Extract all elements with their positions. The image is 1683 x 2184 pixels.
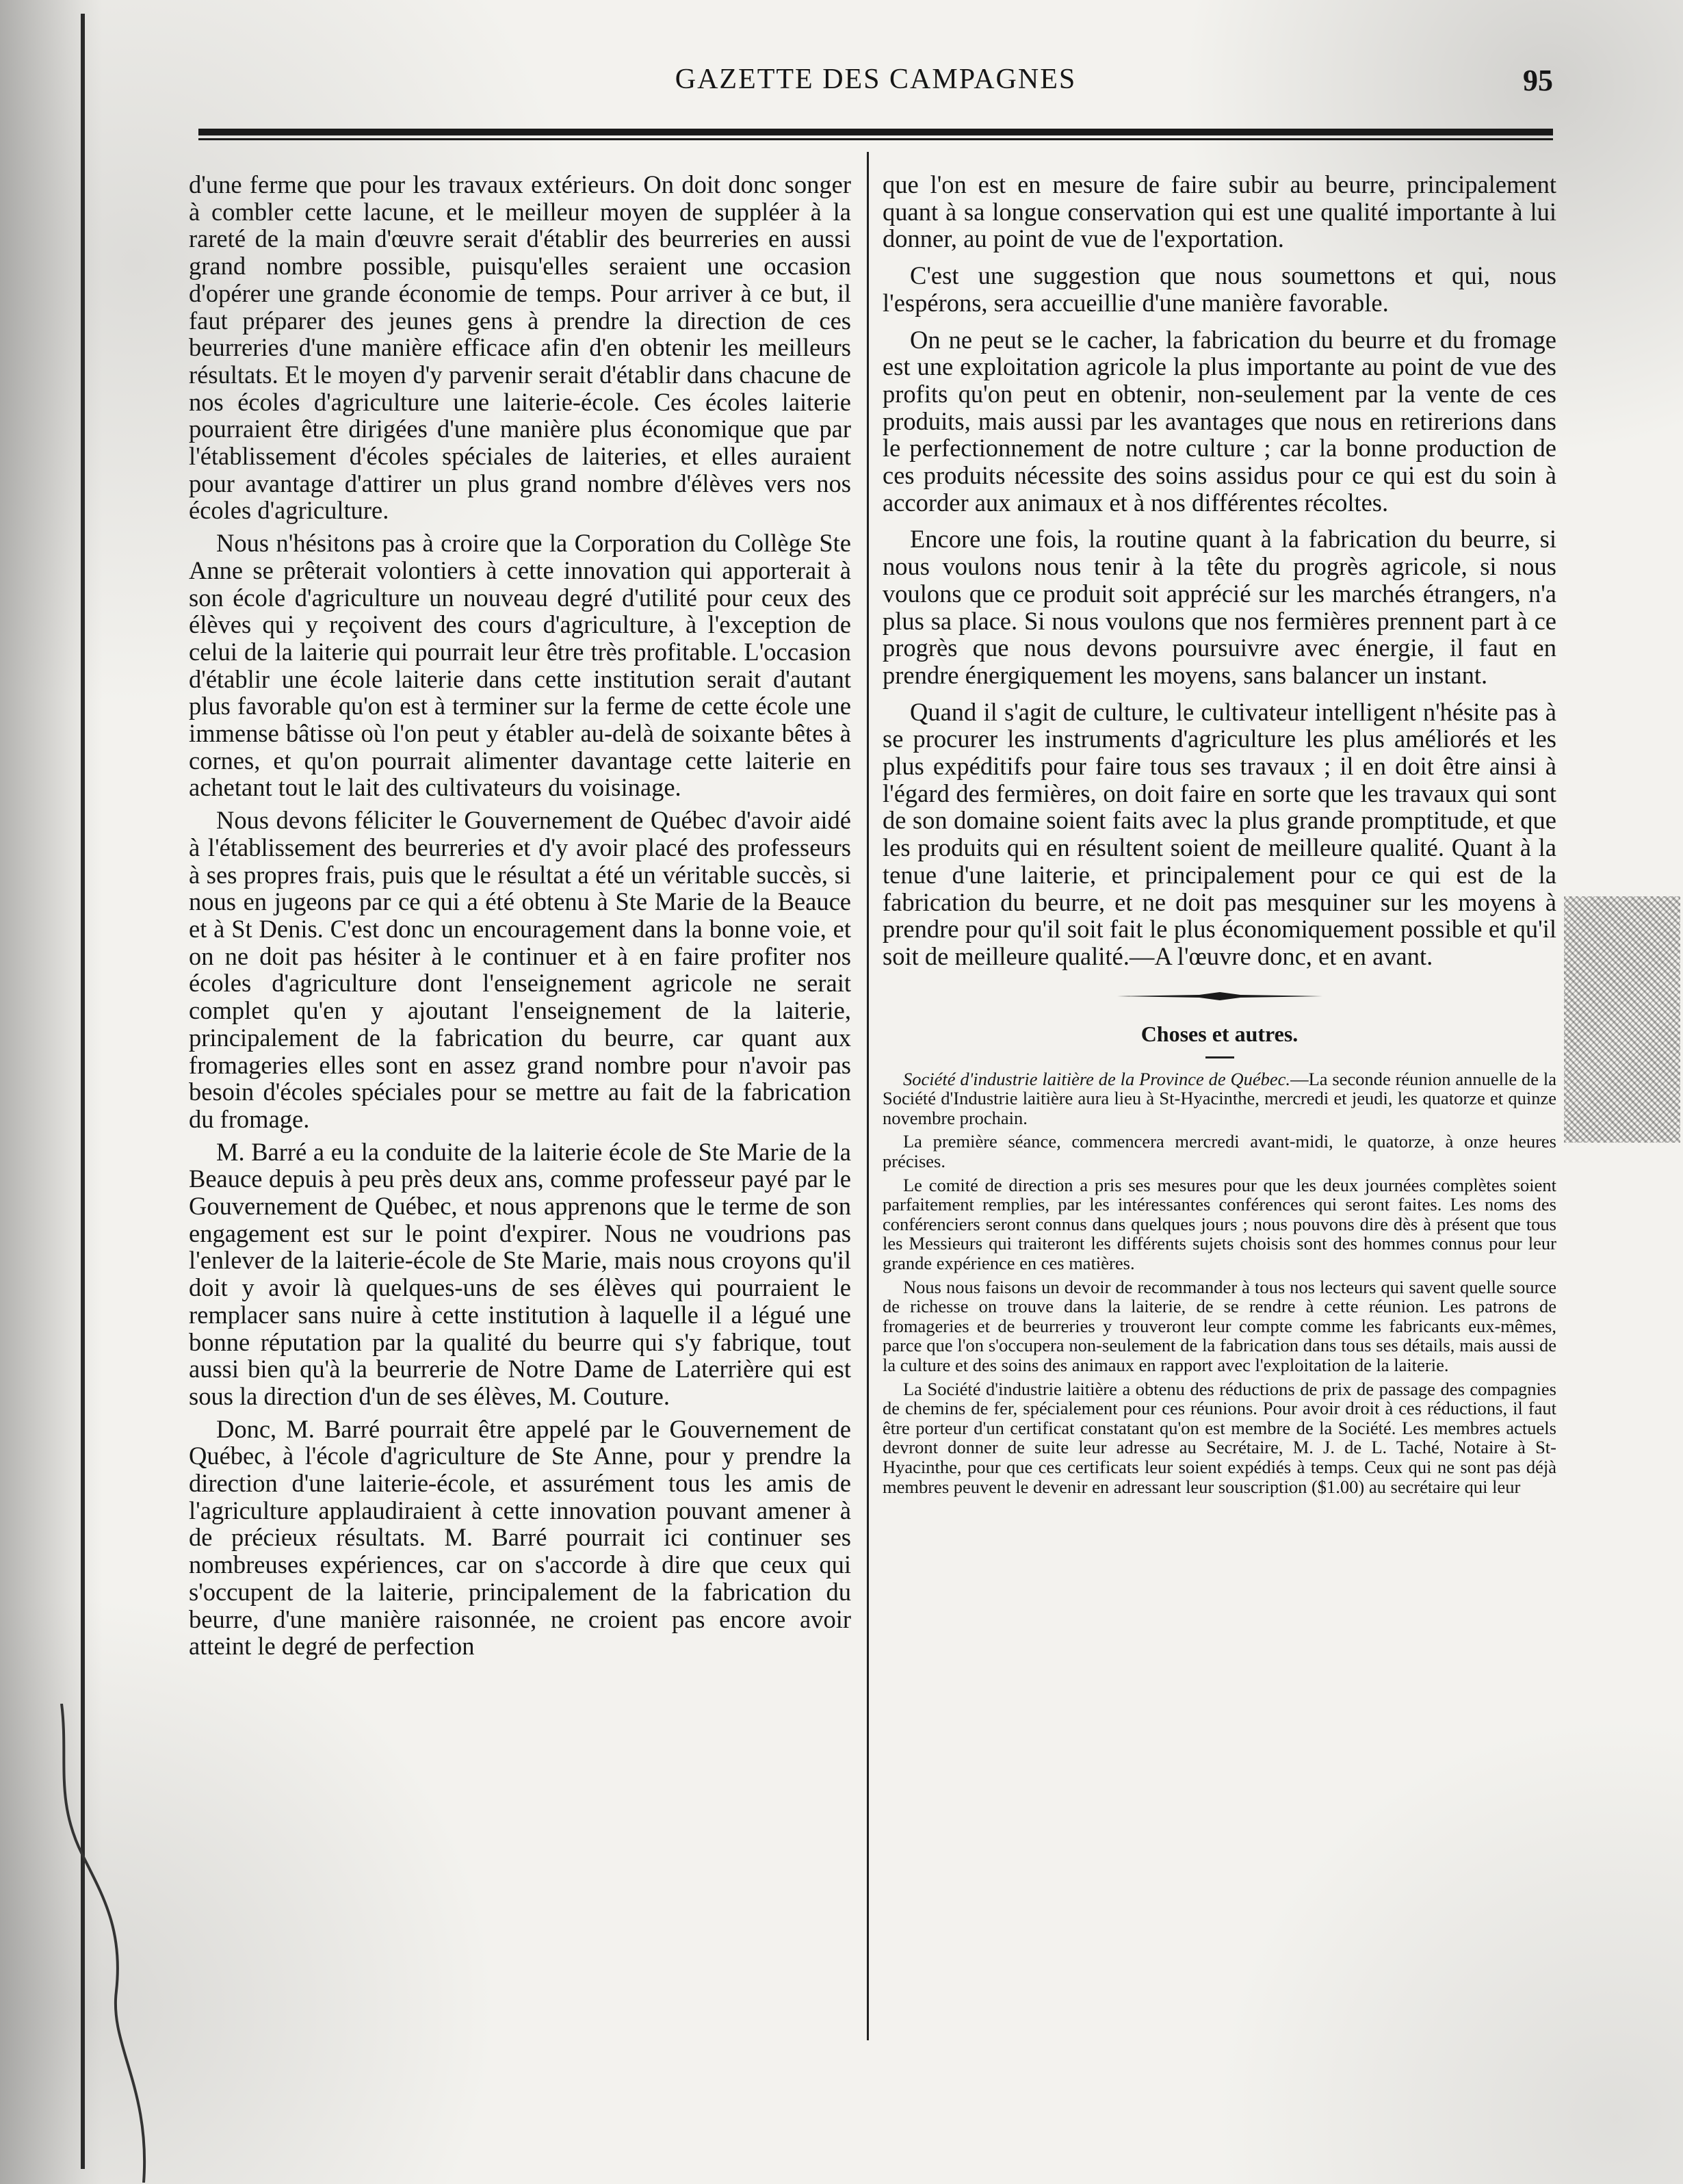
left-paragraph: Nous n'hésitons pas à croire que la Corporation du Collège Ste Anne se prêterait volontiers à cette innovation qui apporterait à son école d'agriculture un nouveau degré d'utilité pour ceux des élèves qui y reçoivent des cours d'agriculture, à l'exception de celui de la laiterie qui pourrait leur être très profitable. L'occasion d'établir une école laiterie dans cette institution serait d'autant plus favorable qu'on est à terminer sur la ferme de cette école une immense bâtisse où l'on peut y établer au-delà de soixante bêtes à cornes, et qu'on pourrait alimenter davantage cette laiterie en achetant tout le lait des cultivateurs du voisinage. <box>189 529 851 802</box>
right-paragraph: que l'on est en mesure de faire subir au beurre, principalement quant à sa longue conservation qui est une qualité importante à lui donner, au point de vue de l'exportation. <box>883 170 1556 253</box>
right-paragraph: Quand il s'agit de culture, le cultivateur intelligent n'hésite pas à se procurer les instruments d'agriculture les plus améliorés et les plus expéditifs pour faire tous ses travaux ; il en doit être ainsi à l'égard des fermières, on doit faire en sorte que les travaux qui sont de son domaine soient faits avec la plus grande promptitude, et que les produits qui en résultent soient de meilleure qualité. Quant à la tenue d'une laiterie, et principalement pour ce qui est de la fabrication du beurre, et ne doit pas mesquiner sur les moyens à prendre pour qu'il soit fait le plus économiquement possible et qu'il soit de meilleure qualité.—A l'œuvre donc, et en avant. <box>883 697 1556 970</box>
page-header <box>198 63 1553 104</box>
column-divider <box>867 152 869 2040</box>
news-paragraph: Nous nous faisons un devoir de recommander à tous nos lecteurs qui savent quelle source de richesse on trouve dans la laiterie, de se rendre à cette réunion. Les patrons de fromageries et de beurreries y trouveront leur compte comme les fabricants eux-mêmes, parce que l'on s'occupera non-seulement de la fabrication dans tous ses détails, mais aussi de la culture et des soins des animaux en rapport avec l'exploitation de la laiterie. <box>883 1276 1556 1375</box>
news-paragraph: La Société d'industrie laitière a obtenu des réductions de prix de passage des compagnies de chemins de fer, spécialement pour ces réunions. Pour avoir droit à ces réductions, il faut être porteur d'un certificat constatant qu'on est membre de la Société. Les membres actuels devront donner de suite leur adresse au Secrétaire, M. J. de L. Taché, Notaire à St-Hyacinthe, pour que ces certificats leur soient expédiés à temps. Ceux qui ne sont pas déjà membres peuvent le devenir en adressant leur souscription ($1.00) au secrétaire qui leur <box>883 1378 1556 1497</box>
left-paragraph: d'une ferme que pour les travaux extérieurs. On doit donc songer à combler cette lacune, et le meilleur moyen de suppléer à la rareté de la main d'œuvre serait d'établir des beurreries en aussi grand nombre possible, puisqu'elles seraient une occasion d'opérer une grande économie de temps. Pour arriver à ce but, il faut préparer des jeunes gens à prendre la direction de ces beurreries d'une manière efficace afin d'en obtenir les meilleurs résultats. Et le moyen d'y parvenir serait d'établir dans chacune de nos écoles d'agriculture une laiterie-école. Ces écoles laiterie pourraient être dirigées d'une manière plus économique que par l'établissement d'écoles spéciales de laiteries, et elles auraient pour avantage d'attirer un plus grand nombre d'élèves vers nos écoles d'agriculture. <box>189 170 851 525</box>
left-paragraph: Nous devons féliciter le Gouvernement de Québec d'avoir aidé à l'établissement des beurreries et d'y avoir placé des professeurs à ses propres frais, puis que le résultat a été un véritable succès, si nous en jugeons par ce qui a été obtenu à Ste Marie de la Beauce et à St Denis. C'est donc un encouragement dans la bonne voie, et on ne doit pas hésiter à le continuer et à en faire profiter nos écoles d'agriculture dont l'enseignement agricole ne serait complet qu'en y ajoutant l'enseignement de la laiterie, principalement de la fabrication du beurre, car quant aux fromageries elles sont en assez grand nombre pour n'avoir pas besoin d'écoles spéciales pour se mettre au fait de la fabrication du fromage. <box>189 806 851 1133</box>
left-paragraph: Donc, M. Barré pourrait être appelé par le Gouvernement de Québec, à l'école d'agriculture de Ste Anne, pour y prendre la direction d'une laiterie-école, et assurément tous les amis de l'agriculture applaudiraient à cette innovation pouvant amener à de précieux résultats. M. Barré pourrait ici continuer ses nombreuses expériences, car on s'accorde à dire que ceux qui s'occupent de la laiterie, principalement de la fabrication du beurre, d'une manière raisonnée, ne croient pas encore avoir atteint le degré de perfection <box>189 1414 851 1661</box>
margin-print-strip <box>1564 896 1680 1143</box>
section-ornament <box>883 991 1556 1005</box>
right-paragraph: On ne peut se le cacher, la fabrication du beurre et du fromage est une exploitation agricole la plus importante au point de vue des profits qu'on peut en obtenir, non-seulement par la vente de ces produits, mais aussi par les avantages que nous en retirerions dans le perfectionnement de notre culture ; car la bonne production de ces produits nécessite des soins assidus pour ce qui est du soin à accorder aux animaux et à nos différentes récoltes. <box>883 325 1556 517</box>
news-lead-title: Société d'industrie laitière de la Province de Québec. <box>903 1068 1291 1089</box>
left-paragraph: M. Barré a eu la conduite de la laiterie école de Ste Marie de la Beauce depuis à peu près deux ans, comme professeur payé par le Gouvernement de Québec, et nous apprenons que le terme de son engagement est sur le point d'expirer. Nous ne voudrions pas l'enlever de la laiterie-école de Ste Marie, mais nous croyons qu'il doit y avoir là quelques-uns de ses élèves qui pourraient le remplacer sans nuire à cette institution à laquelle il a légué une bonne réputation par la qualité du beurre qui s'y fabrique, tout aussi bien qu'à la beurrerie de Notre Dame de Laterrière qui est sous la direction d'un de ses élèves, M. Couture. <box>189 1137 851 1410</box>
section-title: Choses et autres. <box>1140 1021 1299 1046</box>
news-paragraph <box>883 1069 1556 1128</box>
right-column <box>883 171 1556 1500</box>
right-paragraph: Encore une fois, la routine quant à la fabrication du beurre, si nous voulons nous tenir à la tête du progrès agricole, si nous voulons que ce produit soit apprécié sur les marchés étrangers, n'a plus sa place. Si nous voulons que nos fermières prennent part à ce progrès que nous devons poursuivre avec énergie, il faut en prendre énergiquement les moyens, sans balancer un instant. <box>883 525 1556 689</box>
news-paragraph: Le comité de direction a pris ses mesures pour que les deux journées complètes soient parfaitement remplies, par les intéressantes conférences qui seront faites. Les noms des conférenciers seront connus dans quelques jours ; nous pouvons dire dès à présent que tous les Messieurs qui traiteront les différents sujets choisis sont des hommes connus pour leur grande expérience en ces matières. <box>883 1174 1556 1274</box>
header-rule-thin <box>198 138 1553 140</box>
news-lead-text: —La seconde réunion annuelle de la Société d'Industrie laitière aura lieu à St-Hyacinthe, mercredi et jeudi, les quatorze et quinze novembre prochain. <box>883 1068 1556 1128</box>
section-title-rule <box>1205 1056 1234 1058</box>
left-column <box>189 171 851 1665</box>
header-rule <box>198 129 1553 135</box>
publication-title: GAZETTE DES CAMPAGNES <box>675 64 1077 95</box>
news-paragraph: La première séance, commencera mercredi avant-midi, le quatorze, à onze heures précises. <box>883 1131 1556 1172</box>
page-tear-mark <box>41 1704 178 2183</box>
ornament-rule-icon <box>1117 991 1322 1002</box>
right-paragraph: C'est une suggestion que nous soumettons et qui, nous l'espérons, sera accueillie d'une manière favorable. <box>883 261 1556 317</box>
page-number: 95 <box>1523 64 1553 97</box>
